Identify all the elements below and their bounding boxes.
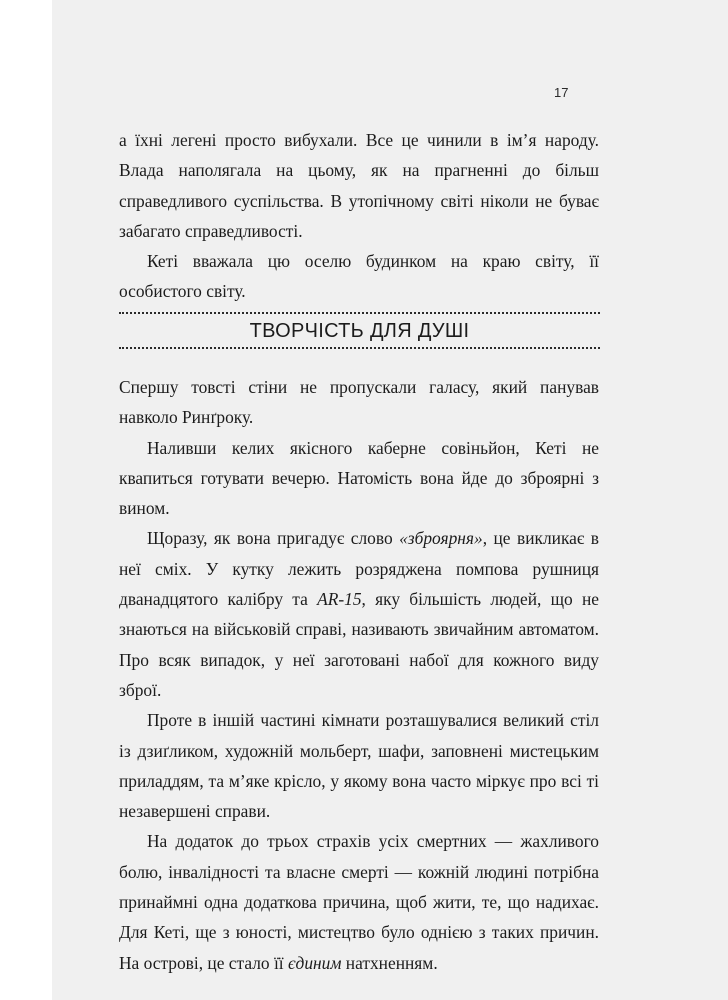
italic-word: єдиним <box>287 952 342 973</box>
section-heading: ТВОРЧІСТЬ ДЛЯ ДУШІ <box>249 320 470 342</box>
section-divider-bottom <box>119 347 600 349</box>
paragraph <box>119 523 599 705</box>
page-number: 17 <box>554 85 569 100</box>
text-run: Щоразу, як вона пригадує слово <box>147 528 400 549</box>
paragraph: а їхні легені просто вибухали. Все це чинили в ім’я народу. Влада наполягала на цьому, як на прагненні до більш справедливого суспільства. В утопічному світі ніколи не буває забагато справедливості. <box>119 130 599 241</box>
text-run: , яку більшість людей, що не знаються на військовій справі, називають звичайним автоматом. Про всяк випадок, у неї заготовані набої для кожного виду зброї. <box>119 589 599 700</box>
text-run: На додаток до трьох страхів усіх смертних — жахливого болю, інвалідності та власне смерті — кожній людині потрібна принаймні одна додаткова причина, щоб жити, те, що надихає. Для Кеті, ще з юності, мистецтво було однією з таких причин. На острові, це стало <box>119 831 599 973</box>
paragraph <box>119 826 599 977</box>
paragraph: Спершу товсті стіни не пропускали галасу, який панував навколо Ринґроку. <box>119 377 599 428</box>
italic-word: AR-15 <box>317 589 362 610</box>
paragraph: Кеті вважала цю оселю будинком на краю світу, її особистого світу. <box>119 251 599 302</box>
book-page <box>52 0 728 1000</box>
body-text-top <box>119 125 599 307</box>
text-run: натхненням. <box>341 952 438 973</box>
paragraph: Проте в іншій частині кімнати розташувалися великий стіл із дзиґликом, художній мольберт, шафи, заповнені мистецьким приладдям, та м’яке крісло, у якому вона часто міркує про всі ті незавершені справи. <box>119 710 599 822</box>
italic-word: «зброярня» <box>399 528 483 549</box>
body-text-main <box>119 372 599 978</box>
paragraph: Наливши келих якісного каберне совіньйон, Кеті не квапиться готувати вечерю. Натомість вона йде до зброярні з вином. <box>119 437 599 519</box>
text-run: , це викликає в неї сміх. У кутку лежить розряджена помпова рушниця дванадцятого калібру та <box>119 528 599 610</box>
section-divider-top <box>119 312 600 314</box>
text-run: її <box>273 952 288 973</box>
